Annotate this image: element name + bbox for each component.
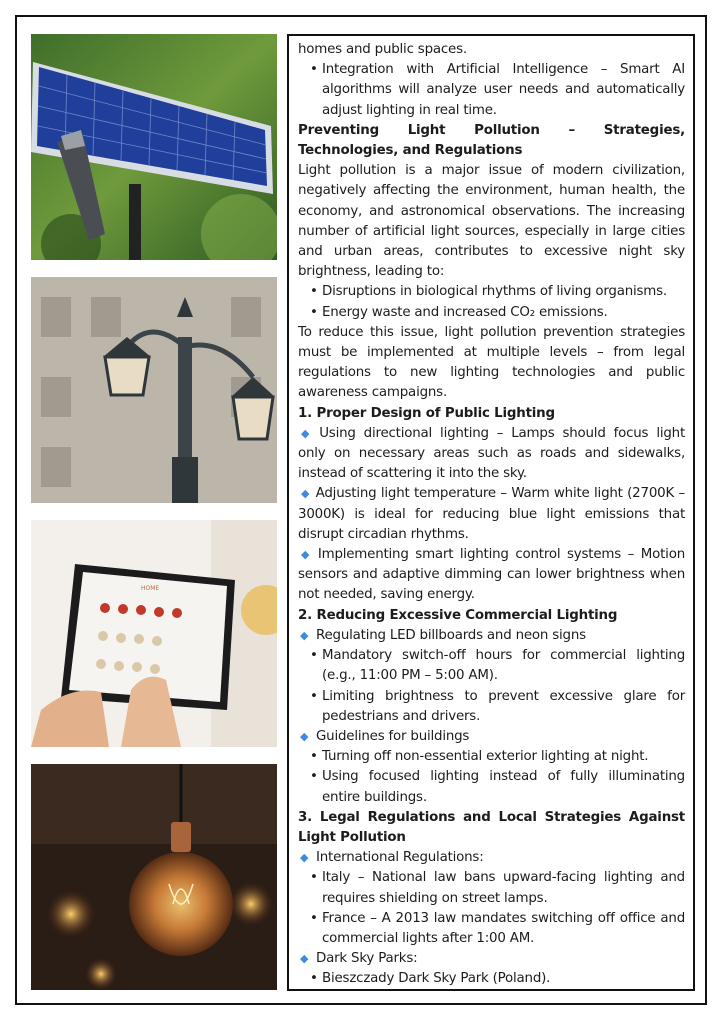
building-bullet: • Using focused lighting instead of fully illuminating entire buildings. <box>310 769 685 805</box>
subheading-buildings: ◆ Guidelines for buildings <box>298 727 685 747</box>
heading-legal-regulations: 3. Legal Regulations and Local Strategies Against Light Pollution <box>298 809 685 845</box>
regulation-bullet: • France – A 2013 law mandates switching off office and commercial lights after 1:00 AM. <box>310 910 685 946</box>
street-lamps-photo <box>31 277 277 503</box>
heading-commercial-lighting: 2. Reducing Excessive Commercial Lighting <box>298 607 618 623</box>
diamond-icon: ◆ <box>301 426 314 440</box>
subheading-dark-sky-parks: ◆ Dark Sky Parks: <box>298 949 685 969</box>
subheading-international: ◆ International Regulations: <box>298 848 685 868</box>
diamond-icon: ◆ <box>300 729 309 743</box>
effect-bullet: • Energy waste and increased CO₂ emissions. <box>310 304 608 320</box>
design-item: ◆ Adjusting light temperature – Warm white light (2700K – 3000K) is ideal for reducing blue light emissions that disrupt circadian rhythms. <box>298 486 685 542</box>
article-text <box>287 34 695 991</box>
ai-integration-bullet: • Integration with Artificial Intelligence – Smart AI algorithms will analyze user needs and automatically adjust lighting in real time. <box>310 62 685 118</box>
smart-home-tablet-photo <box>31 520 277 747</box>
park-bullet: • Bieszczady Dark Sky Park (Poland). <box>310 971 551 987</box>
subheading-led: ◆ Regulating LED billboards and neon signs <box>298 626 685 646</box>
design-item: ◆ Implementing smart lighting control systems – Motion sensors and adaptive dimming can lower brightness when not needed, saving energy. <box>298 547 685 603</box>
diamond-icon: ◆ <box>301 487 310 501</box>
tablet-home-label: HOME <box>141 585 160 592</box>
solar-panel-photo <box>31 34 277 260</box>
effect-bullet: • Disruptions in biological rhythms of living organisms. <box>310 284 667 300</box>
building-bullet: • Turning off non-essential exterior lighting at night. <box>310 749 649 765</box>
led-bullet: • Limiting brightness to prevent excessive glare for pedestrians and drivers. <box>310 688 685 724</box>
paragraph-continuation: homes and public spaces. <box>298 42 467 57</box>
reduce-paragraph: To reduce this issue, light pollution prevention strategies must be implemented at multiple levels – from legal regulations to new lighting technologies and public awareness campaigns. <box>298 324 685 401</box>
diamond-icon: ◆ <box>300 952 309 966</box>
design-item: ◆ Using directional lighting – Lamps should focus light only on necessary areas such as roads and sidewalks, instead of scattering it into the sky. <box>298 425 685 482</box>
diamond-icon: ◆ <box>301 548 312 562</box>
intro-paragraph: Light pollution is a major issue of modern civilization, negatively affecting the environment, human health, the economy, and astronomical observations. The increasing number of artificial light sources, especially in large cities and urban areas, contributes to excessive night sky brightness, leading to: <box>298 163 685 280</box>
heading-public-lighting: 1. Proper Design of Public Lighting <box>298 405 555 421</box>
diamond-icon: ◆ <box>300 628 309 642</box>
section-title: Preventing Light Pollution – Strategies, Technologies, and Regulations <box>298 122 685 159</box>
regulation-bullet: • Italy – National law bans upward-facing lighting and requires shielding on street lamps. <box>310 870 685 906</box>
diamond-icon: ◆ <box>300 851 309 865</box>
edison-bulbs-photo <box>31 764 277 990</box>
led-bullet: • Mandatory switch-off hours for commercial lighting (e.g., 11:00 PM – 5:00 AM). <box>310 648 685 684</box>
